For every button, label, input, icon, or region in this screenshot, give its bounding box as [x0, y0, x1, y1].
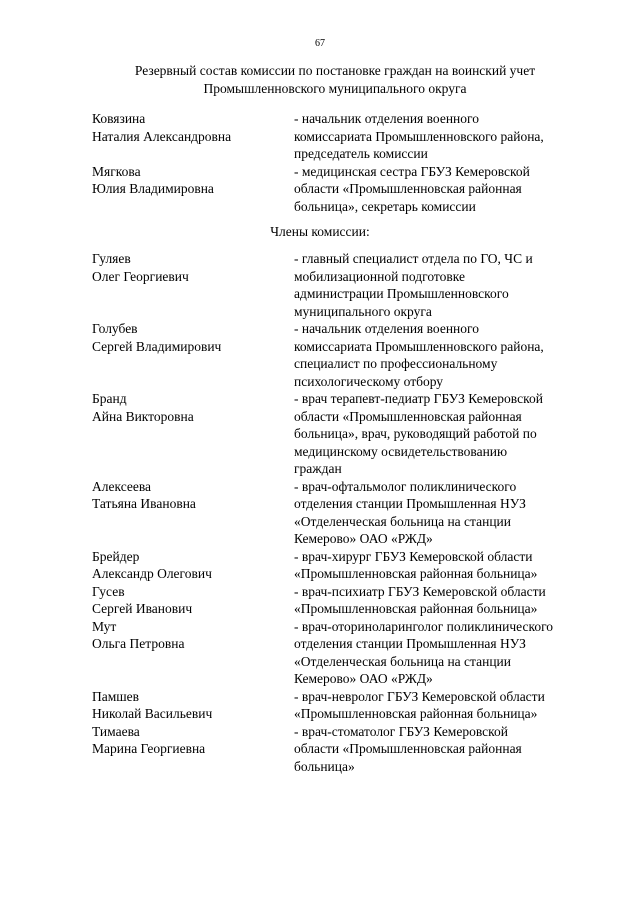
page-number: 67: [315, 38, 325, 49]
person-name: [0, 723, 294, 776]
given-names: Марина Георгиевна: [92, 741, 206, 756]
person-role: [294, 478, 594, 548]
commission-entry: [0, 163, 640, 216]
given-names: Николай Васильевич: [92, 706, 213, 721]
role-line: - врач-офтальмолог поликлинического: [294, 478, 517, 494]
role-line: муниципального округа: [294, 303, 432, 319]
role-line: «Промышленновская районная больница»: [294, 566, 538, 581]
commission-entry: [0, 583, 640, 618]
role-line: - главный специалист отдела по ГО, ЧС и: [294, 251, 533, 266]
commission-entry: [0, 110, 640, 163]
commission-entry: [0, 320, 640, 390]
commission-entry: [0, 723, 640, 776]
role-line: мобилизационной подготовке: [294, 268, 465, 284]
surname: Гусев: [92, 583, 125, 599]
leaders-list: [0, 110, 640, 215]
person-role: [294, 163, 594, 216]
role-line: отделения станции Промышленная НУЗ: [294, 636, 526, 651]
person-name: [0, 583, 294, 618]
person-name: [0, 320, 294, 390]
role-line: администрации Промышленновского: [294, 286, 509, 301]
role-line: медицинскому освидетельствованию: [294, 443, 508, 459]
role-line: председатель комиссии: [294, 146, 428, 161]
title-line: Промышленновского муниципального округа: [203, 80, 467, 96]
person-role: [294, 390, 594, 478]
person-name: [0, 110, 294, 163]
role-line: «Отделенческая больница на станции: [294, 513, 511, 529]
surname: Мягкова: [92, 163, 141, 179]
members-list: [0, 250, 640, 775]
commission-entry: [0, 478, 640, 548]
person-name: [0, 163, 294, 216]
surname: Тимаева: [92, 723, 140, 739]
given-names: Олег Георгиевич: [92, 268, 189, 284]
surname: Памшев: [92, 688, 140, 704]
commission-entry: [0, 250, 640, 320]
role-line: Кемерово» ОАО «РЖД»: [294, 671, 433, 686]
person-role: [294, 688, 594, 723]
role-line: больница»: [294, 758, 355, 774]
surname: Брейдер: [92, 548, 140, 564]
role-line: - начальник отделения военного: [294, 111, 479, 126]
role-line: «Промышленновская районная больница»: [294, 601, 538, 616]
role-line: - врач терапевт-педиатр ГБУЗ Кемеровской: [294, 391, 543, 406]
role-line: - врач-невролог ГБУЗ Кемеровской области: [294, 688, 545, 704]
role-line: граждан: [294, 461, 342, 476]
person-role: [294, 618, 594, 688]
surname: Гуляев: [92, 251, 131, 266]
role-line: - медицинская сестра ГБУЗ Кемеровской: [294, 163, 530, 179]
given-names: Татьяна Ивановна: [92, 496, 196, 511]
role-line: - начальник отделения военного: [294, 321, 479, 336]
person-role: [294, 250, 594, 320]
given-names: Сергей Иванович: [92, 601, 193, 616]
given-names: Александр Олегович: [92, 566, 212, 581]
surname: Мут: [92, 618, 117, 634]
person-role: [294, 320, 594, 390]
role-line: области «Промышленновская районная: [294, 408, 522, 424]
document-title: [60, 62, 610, 97]
person-name: [0, 618, 294, 688]
commission-entry: [0, 618, 640, 688]
role-line: больница», врач, руководящий работой по: [294, 426, 537, 441]
role-line: Кемерово» ОАО «РЖД»: [294, 531, 433, 546]
commission-entry: [0, 688, 640, 723]
role-line: «Промышленновская районная больница»: [294, 706, 538, 721]
role-line: области «Промышленновская районная: [294, 741, 522, 756]
role-line: «Отделенческая больница на станции: [294, 653, 511, 669]
title-line: Резервный состав комиссии по постановке граждан на воинский учет: [134, 63, 536, 78]
role-line: специалист по профессиональному: [294, 356, 498, 371]
person-role: [294, 110, 594, 163]
person-name: [0, 390, 294, 478]
person-role: [294, 583, 594, 618]
given-names: Айна Викторовна: [92, 408, 194, 424]
person-name: [0, 478, 294, 548]
person-role: [294, 723, 594, 776]
person-name: [0, 548, 294, 583]
person-role: [294, 548, 594, 583]
commission-entry: [0, 548, 640, 583]
person-name: [0, 250, 294, 320]
surname: Алексеева: [92, 478, 152, 494]
role-line: комиссариата Промышленновского района,: [294, 338, 544, 354]
role-line: области «Промышленновская районная: [294, 181, 522, 196]
given-names: Наталия Александровна: [92, 128, 232, 144]
surname: Бранд: [92, 391, 127, 406]
role-line: отделения станции Промышленная НУЗ: [294, 496, 526, 511]
commission-entry: [0, 390, 640, 478]
role-line: - врач-оториноларинголог поликлинического: [294, 618, 554, 634]
surname: Голубев: [92, 321, 138, 336]
role-line: комиссариата Промышленновского района,: [294, 128, 544, 144]
role-line: - врач-стоматолог ГБУЗ Кемеровской: [294, 723, 508, 739]
role-line: - врач-хирург ГБУЗ Кемеровской области: [294, 548, 533, 564]
given-names: Юлия Владимировна: [92, 181, 214, 196]
surname: Ковязина: [92, 111, 146, 126]
given-names: Ольга Петровна: [92, 636, 185, 651]
role-line: психологическому отбору: [294, 373, 444, 389]
members-heading: Члены комиссии:: [270, 224, 370, 239]
role-line: - врач-психиатр ГБУЗ Кемеровской области: [294, 583, 546, 599]
given-names: Сергей Владимирович: [92, 338, 222, 354]
person-name: [0, 688, 294, 723]
role-line: больница», секретарь комиссии: [294, 198, 476, 214]
